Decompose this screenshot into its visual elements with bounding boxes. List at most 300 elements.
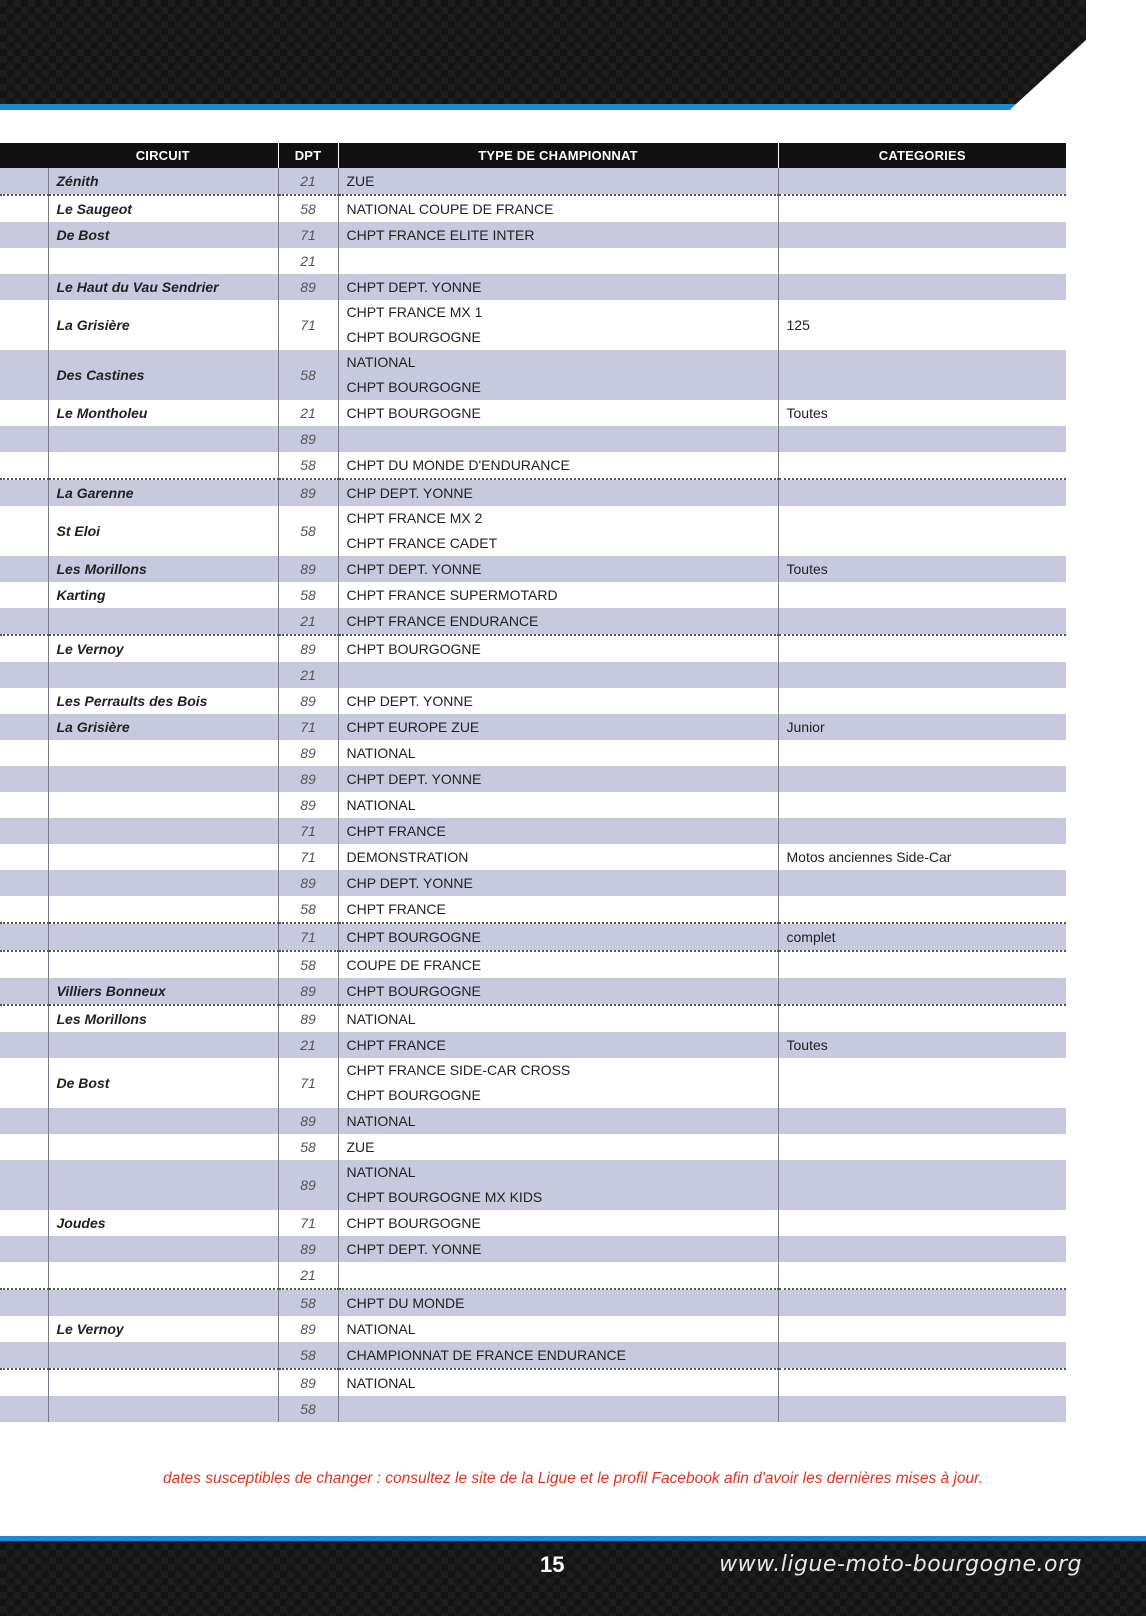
- championship-type-cell: [338, 792, 778, 818]
- championship-type-cell: [338, 452, 778, 479]
- categories-cell: [778, 1316, 1066, 1342]
- categories-cell: [778, 1160, 1066, 1210]
- dpt-cell: 89: [278, 766, 338, 792]
- categories-cell: [778, 506, 1066, 556]
- row-gap-cell: [0, 274, 48, 300]
- dpt-cell: 71: [278, 844, 338, 870]
- table-row: [0, 479, 1066, 506]
- championship-type-cell: [338, 248, 778, 274]
- header-categories: CATEGORIES: [778, 143, 1066, 168]
- circuit-cell: [48, 951, 278, 978]
- categories-cell: [778, 1369, 1066, 1396]
- championship-type-line: CHPT FRANCE MX 2: [346, 510, 483, 526]
- championship-type-cell: [338, 1108, 778, 1134]
- championship-type-line: CHPT DU MONDE D'ENDURANCE: [346, 456, 570, 473]
- table-row: [0, 1058, 1066, 1108]
- table-row: [0, 1160, 1066, 1210]
- row-gap-cell: [0, 1316, 48, 1342]
- table-row: [0, 426, 1066, 452]
- categories-cell: [778, 1342, 1066, 1369]
- dpt-cell: 89: [278, 870, 338, 896]
- row-gap-cell: [0, 1005, 48, 1032]
- table-row: [0, 714, 1066, 740]
- categories-cell: [778, 870, 1066, 896]
- circuit-cell: Karting: [48, 582, 278, 608]
- categories-cell: [778, 688, 1066, 714]
- dpt-cell: 21: [278, 400, 338, 426]
- categories-cell: [778, 740, 1066, 766]
- championship-type-line: CHPT FRANCE: [346, 1036, 446, 1053]
- dpt-cell: 89: [278, 479, 338, 506]
- championship-type-line: CHPT FRANCE SIDE-CAR CROSS: [346, 1062, 571, 1078]
- championship-type-cell: [338, 506, 778, 556]
- championship-type-line: CHPT EUROPE ZUE: [346, 718, 480, 735]
- table-row: [0, 688, 1066, 714]
- row-gap-cell: [0, 248, 48, 274]
- championship-type-cell: [338, 1160, 778, 1210]
- championship-type-line: CHPT BOURGOGNE: [346, 640, 481, 657]
- circuit-cell: Le Vernoy: [48, 1316, 278, 1342]
- categories-cell: complet: [778, 923, 1066, 951]
- championship-type-line: ZUE: [346, 172, 375, 189]
- categories-cell: [778, 582, 1066, 608]
- dpt-cell: 58: [278, 1134, 338, 1160]
- categories-cell: [778, 479, 1066, 506]
- footer-note: dates susceptibles de changer : consultez le site de la Ligue et le profil Facebook afin d'avoir les dernières mises à jour.: [162, 1470, 984, 1487]
- row-gap-cell: [0, 740, 48, 766]
- row-gap-cell: [0, 1262, 48, 1289]
- championship-type-line: CHPT BOURGOGNE: [346, 379, 481, 395]
- championship-type-line: NATIONAL: [346, 1374, 416, 1391]
- championship-type-cell: [338, 426, 778, 452]
- dpt-cell: 89: [278, 978, 338, 1005]
- championship-type-cell: [338, 1210, 778, 1236]
- championship-type-cell: [338, 1236, 778, 1262]
- table-row: [0, 1342, 1066, 1369]
- championship-type-cell: [338, 1032, 778, 1058]
- categories-cell: [778, 222, 1066, 248]
- championship-type-cell: [338, 896, 778, 923]
- circuit-cell: [48, 1262, 278, 1289]
- dpt-cell: 58: [278, 195, 338, 222]
- schedule-table-wrapper: [0, 143, 1066, 1422]
- championship-type-line: COUPE DE FRANCE: [346, 956, 482, 973]
- championship-type-line: CHPT BOURGOGNE: [346, 329, 481, 345]
- dpt-cell: 21: [278, 248, 338, 274]
- championship-type-cell: [338, 951, 778, 978]
- dpt-cell: 71: [278, 222, 338, 248]
- row-gap-cell: [0, 1396, 48, 1422]
- categories-cell: [778, 766, 1066, 792]
- table-row: [0, 1005, 1066, 1032]
- categories-cell: [778, 350, 1066, 400]
- dpt-cell: 21: [278, 1262, 338, 1289]
- dpt-cell: 58: [278, 1396, 338, 1422]
- circuit-cell: [48, 740, 278, 766]
- row-gap-cell: [0, 1058, 48, 1108]
- table-row: [0, 582, 1066, 608]
- row-gap-cell: [0, 350, 48, 400]
- row-gap-cell: [0, 1134, 48, 1160]
- dpt-cell: 71: [278, 300, 338, 350]
- table-row: [0, 556, 1066, 582]
- circuit-cell: De Bost: [48, 1058, 278, 1108]
- championship-type-cell: [338, 1058, 778, 1108]
- championship-type-line: NATIONAL: [346, 744, 416, 761]
- circuit-cell: [48, 662, 278, 688]
- championship-type-cell: [338, 582, 778, 608]
- circuit-cell: [48, 248, 278, 274]
- categories-cell: [778, 195, 1066, 222]
- dpt-cell: 58: [278, 896, 338, 923]
- dpt-cell: 21: [278, 168, 338, 195]
- row-gap-cell: [0, 792, 48, 818]
- categories-cell: [778, 662, 1066, 688]
- championship-type-cell: [338, 1005, 778, 1032]
- championship-type-cell: [338, 740, 778, 766]
- table-row: [0, 350, 1066, 400]
- dpt-cell: 89: [278, 1316, 338, 1342]
- row-gap-cell: [0, 400, 48, 426]
- championship-type-cell: [338, 1369, 778, 1396]
- row-gap-cell: [0, 870, 48, 896]
- circuit-cell: [48, 870, 278, 896]
- table-row: [0, 1289, 1066, 1316]
- dpt-cell: 58: [278, 582, 338, 608]
- championship-type-cell: [338, 818, 778, 844]
- row-gap-cell: [0, 1160, 48, 1210]
- dpt-cell: 71: [278, 818, 338, 844]
- circuit-cell: [48, 452, 278, 479]
- championship-type-line: NATIONAL: [346, 1164, 416, 1180]
- dpt-cell: 89: [278, 1005, 338, 1032]
- header-type: TYPE DE CHAMPIONNAT: [338, 143, 778, 168]
- championship-type-line: CHP DEPT. YONNE: [346, 692, 473, 709]
- dpt-cell: 21: [278, 608, 338, 635]
- dpt-cell: 58: [278, 452, 338, 479]
- schedule-table: [0, 143, 1066, 1422]
- dpt-cell: 89: [278, 792, 338, 818]
- championship-type-cell: [338, 350, 778, 400]
- row-gap-cell: [0, 1289, 48, 1316]
- dpt-cell: 89: [278, 635, 338, 662]
- championship-type-cell: [338, 608, 778, 635]
- championship-type-line: CHPT FRANCE ENDURANCE: [346, 612, 539, 629]
- table-row: [0, 1262, 1066, 1289]
- championship-type-cell: [338, 556, 778, 582]
- categories-cell: [778, 1005, 1066, 1032]
- championship-type-line: DEMONSTRATION: [346, 848, 469, 865]
- categories-cell: Toutes: [786, 404, 828, 421]
- row-gap-cell: [0, 556, 48, 582]
- table-row: [0, 400, 1066, 426]
- dpt-cell: 71: [278, 714, 338, 740]
- championship-type-cell: [338, 400, 778, 426]
- categories-cell: [778, 896, 1066, 923]
- championship-type-line: NATIONAL: [346, 1320, 416, 1337]
- row-gap-cell: [0, 1032, 48, 1058]
- circuit-cell: Les Morillons: [48, 556, 278, 582]
- table-row: [0, 195, 1066, 222]
- row-gap-cell: [0, 923, 48, 951]
- categories-cell: [778, 1236, 1066, 1262]
- circuit-cell: [48, 1369, 278, 1396]
- circuit-cell: Le Vernoy: [48, 635, 278, 662]
- circuit-cell: Zénith: [48, 168, 278, 195]
- circuit-cell: [48, 844, 278, 870]
- circuit-cell: La Grisière: [48, 300, 278, 350]
- row-gap-cell: [0, 195, 48, 222]
- table-row: [0, 870, 1066, 896]
- table-row: [0, 1369, 1066, 1396]
- categories-cell: [778, 608, 1066, 635]
- dpt-cell: 58: [278, 1342, 338, 1369]
- table-row: [0, 896, 1066, 923]
- championship-type-cell: [338, 479, 778, 506]
- dpt-cell: 58: [278, 350, 338, 400]
- categories-cell: 125: [786, 316, 810, 333]
- dpt-cell: 89: [278, 274, 338, 300]
- championship-type-line: CHPT DU MONDE: [346, 1294, 465, 1311]
- championship-type-cell: [338, 714, 778, 740]
- row-gap-cell: [0, 168, 48, 195]
- row-gap-cell: [0, 452, 48, 479]
- row-gap-cell: [0, 896, 48, 923]
- row-gap-cell: [0, 688, 48, 714]
- row-gap-cell: [0, 818, 48, 844]
- categories-cell: [778, 426, 1066, 452]
- championship-type-line: CHPT DEPT. YONNE: [346, 770, 482, 787]
- circuit-cell: [48, 1289, 278, 1316]
- circuit-cell: Le Saugeot: [48, 195, 278, 222]
- top-banner: [0, 0, 1146, 112]
- categories-cell: [778, 635, 1066, 662]
- header-circuit: CIRCUIT: [48, 143, 278, 168]
- circuit-cell: [48, 1236, 278, 1262]
- table-row: [0, 818, 1066, 844]
- circuit-cell: [48, 426, 278, 452]
- dpt-cell: 71: [278, 1210, 338, 1236]
- circuit-cell: Joudes: [48, 1210, 278, 1236]
- championship-type-line: CHPT BOURGOGNE MX KIDS: [346, 1189, 543, 1205]
- championship-type-cell: [338, 168, 778, 195]
- championship-type-line: CHP DEPT. YONNE: [346, 484, 473, 501]
- table-row: [0, 662, 1066, 688]
- table-row: [0, 452, 1066, 479]
- dpt-cell: 71: [278, 1058, 338, 1108]
- dpt-cell: 21: [278, 662, 338, 688]
- dpt-cell: 58: [278, 951, 338, 978]
- row-gap-cell: [0, 635, 48, 662]
- championship-type-cell: [338, 766, 778, 792]
- circuit-cell: De Bost: [48, 222, 278, 248]
- categories-cell: Junior: [778, 714, 1066, 740]
- championship-type-cell: [338, 222, 778, 248]
- circuit-cell: St Eloi: [48, 506, 278, 556]
- championship-type-cell: [338, 195, 778, 222]
- categories-cell: [778, 1108, 1066, 1134]
- championship-type-line: CHAMPIONNAT DE FRANCE ENDURANCE: [346, 1346, 627, 1363]
- championship-type-line: CHPT BOURGOGNE: [346, 1214, 481, 1231]
- categories-cell: [778, 168, 1066, 195]
- dpt-cell: 89: [278, 688, 338, 714]
- table-row: [0, 923, 1066, 951]
- championship-type-line: CHPT FRANCE: [346, 900, 446, 917]
- dpt-cell: 58: [278, 1289, 338, 1316]
- championship-type-line: NATIONAL: [346, 796, 416, 813]
- categories-cell: [778, 1396, 1066, 1422]
- dpt-cell: 89: [278, 740, 338, 766]
- table-row: [0, 1134, 1066, 1160]
- championship-type-cell: [338, 662, 778, 688]
- championship-type-cell: [338, 1316, 778, 1342]
- championship-type-line: CHPT FRANCE: [346, 822, 446, 839]
- row-gap-cell: [0, 608, 48, 635]
- championship-type-cell: [338, 870, 778, 896]
- categories-cell: [778, 818, 1066, 844]
- circuit-cell: Les Morillons: [48, 1005, 278, 1032]
- row-gap-cell: [0, 1210, 48, 1236]
- categories-cell: [778, 248, 1066, 274]
- championship-type-line: CHPT DEPT. YONNE: [346, 560, 482, 577]
- categories-cell: Toutes: [778, 556, 1066, 582]
- row-gap-cell: [0, 426, 48, 452]
- table-row: [0, 766, 1066, 792]
- table-row: [0, 1210, 1066, 1236]
- circuit-cell: Des Castines: [48, 350, 278, 400]
- circuit-cell: [48, 1342, 278, 1369]
- championship-type-line: CHPT FRANCE ELITE INTER: [346, 226, 535, 243]
- table-row: [0, 274, 1066, 300]
- table-row: [0, 248, 1066, 274]
- championship-type-line: CHPT FRANCE MX 1: [346, 304, 483, 320]
- championship-type-cell: [338, 844, 778, 870]
- championship-type-line: NATIONAL: [346, 1010, 416, 1027]
- header-dpt: DPT: [278, 143, 338, 168]
- circuit-cell: [48, 818, 278, 844]
- circuit-cell: [48, 1160, 278, 1210]
- dpt-cell: 89: [278, 426, 338, 452]
- categories-cell: Motos anciennes Side-Car: [786, 848, 952, 865]
- row-gap-cell: [0, 978, 48, 1005]
- categories-cell: [778, 274, 1066, 300]
- row-gap-cell: [0, 1108, 48, 1134]
- categories-cell: [778, 792, 1066, 818]
- circuit-cell: La Garenne: [48, 479, 278, 506]
- dpt-cell: 58: [278, 506, 338, 556]
- row-gap-cell: [0, 662, 48, 688]
- row-gap-cell: [0, 222, 48, 248]
- championship-type-line: CHPT FRANCE SUPERMOTARD: [346, 586, 558, 603]
- circuit-cell: [48, 1032, 278, 1058]
- table-row: [0, 168, 1066, 195]
- dpt-cell: 89: [278, 1236, 338, 1262]
- table-row: [0, 792, 1066, 818]
- table-row: [0, 1316, 1066, 1342]
- categories-cell: [778, 1262, 1066, 1289]
- circuit-cell: Le Montholeu: [48, 400, 278, 426]
- categories-cell: [778, 452, 1066, 479]
- championship-type-line: CHP DEPT. YONNE: [346, 874, 473, 891]
- table-row: [0, 506, 1066, 556]
- table-row: [0, 844, 1066, 870]
- table-row: [0, 608, 1066, 635]
- circuit-cell: [48, 766, 278, 792]
- championship-type-line: CHPT DEPT. YONNE: [346, 1240, 482, 1257]
- categories-cell: Toutes: [778, 1032, 1066, 1058]
- page-number: 15: [540, 1552, 565, 1577]
- circuit-cell: La Grisière: [48, 714, 278, 740]
- circuit-cell: [48, 1134, 278, 1160]
- categories-cell: [778, 951, 1066, 978]
- circuit-cell: Les Perraults des Bois: [48, 688, 278, 714]
- circuit-cell: Villiers Bonneux: [48, 978, 278, 1005]
- row-gap-cell: [0, 1342, 48, 1369]
- championship-type-cell: [338, 978, 778, 1005]
- championship-type-cell: [338, 923, 778, 951]
- championship-type-line: NATIONAL: [346, 1112, 416, 1129]
- circuit-cell: [48, 792, 278, 818]
- championship-type-cell: [338, 688, 778, 714]
- table-row: [0, 1108, 1066, 1134]
- championship-type-line: CHPT BOURGOGNE: [346, 928, 481, 945]
- table-body: [0, 168, 1066, 1422]
- row-gap-cell: [0, 582, 48, 608]
- categories-cell: [778, 1210, 1066, 1236]
- championship-type-cell: [338, 300, 778, 350]
- dpt-cell: 21: [278, 1032, 338, 1058]
- championship-type-cell: [338, 635, 778, 662]
- table-row: [0, 978, 1066, 1005]
- categories-cell: [778, 1289, 1066, 1316]
- championship-type-cell: [338, 1396, 778, 1422]
- categories-cell: [778, 1134, 1066, 1160]
- row-gap-cell: [0, 479, 48, 506]
- championship-type-cell: [338, 1342, 778, 1369]
- dpt-cell: 89: [278, 1369, 338, 1396]
- row-gap-cell: [0, 766, 48, 792]
- championship-type-line: CHPT BOURGOGNE: [346, 1087, 481, 1103]
- categories-cell: [778, 978, 1066, 1005]
- dpt-cell: 89: [278, 1108, 338, 1134]
- table-row: [0, 635, 1066, 662]
- row-gap-cell: [0, 1236, 48, 1262]
- table-row: [0, 222, 1066, 248]
- categories-cell: [778, 1058, 1066, 1108]
- circuit-cell: [48, 896, 278, 923]
- row-gap-cell: [0, 844, 48, 870]
- circuit-cell: [48, 608, 278, 635]
- row-gap-cell: [0, 951, 48, 978]
- circuit-cell: [48, 1108, 278, 1134]
- circuit-cell: [48, 923, 278, 951]
- row-gap-cell: [0, 1369, 48, 1396]
- table-row: [0, 1032, 1066, 1058]
- table-row: [0, 1236, 1066, 1262]
- circuit-cell: Le Haut du Vau Sendrier: [48, 274, 278, 300]
- header-gap: [0, 143, 48, 168]
- dpt-cell: 89: [278, 1160, 338, 1210]
- championship-type-line: ZUE: [346, 1138, 375, 1155]
- table-row: [0, 951, 1066, 978]
- table-row: [0, 740, 1066, 766]
- championship-type-cell: [338, 1134, 778, 1160]
- table-header-row: [0, 143, 1066, 168]
- circuit-cell: [48, 1396, 278, 1422]
- championship-type-line: NATIONAL: [346, 354, 416, 370]
- championship-type-cell: [338, 274, 778, 300]
- row-gap-cell: [0, 506, 48, 556]
